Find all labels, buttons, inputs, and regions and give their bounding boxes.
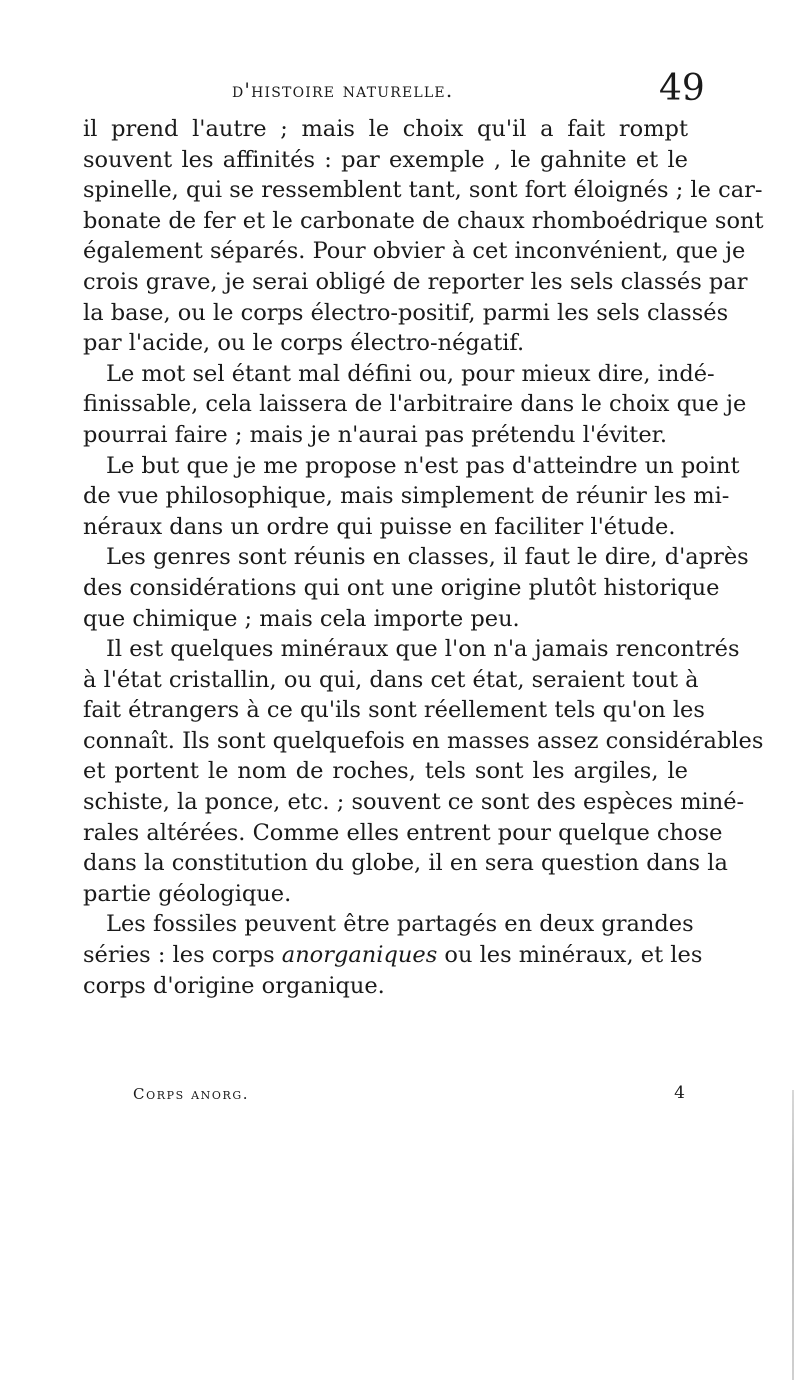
text-line: corps d'origine organique. [83,972,385,999]
text-line: Le mot sel étant mal défini ou, pour mieux dire, indé- [106,360,715,387]
italic-term: anorganiques [281,942,438,969]
text-line: souvent les affinités : par exemple , le gahnite et le [83,146,688,173]
text-line: des considérations qui ont une origine plutôt historique [83,574,720,601]
text-line: Le but que je me propose n'est pas d'atteindre un point [106,452,740,479]
text-fragment: ou les minéraux, et les [437,942,703,969]
page-footer [133,1085,693,1115]
text-line [83,940,703,971]
text-line: que chimique ; mais cela importe peu. [83,605,520,632]
text-line: dans la constitution du globe, il en sera question dans la [83,850,728,877]
text-line: fait étrangers à ce qu'ils sont réellement tels qu'on les [83,697,705,724]
text-fragment: séries : les corps [83,942,282,969]
text-line: par l'acide, ou le corps électro-négatif. [83,330,525,357]
text-line: de vue philosophique, mais simplement de réunir les mi- [83,483,730,510]
printer-signature: Corps anorg. [133,1085,250,1103]
body-text [83,114,764,1001]
text-line: il prend l'autre ; mais le choix qu'il a fait rompt [83,116,688,142]
text-line: crois grave, je serai obligé de reporter les sels classés par [83,268,748,295]
text-line: et portent le nom de roches, tels sont les argiles, le [83,758,688,785]
text-line: connaît. Ils sont quelquefois en masses assez considérables [83,727,764,754]
text-line: schiste, la ponce, etc. ; souvent ce sont des espèces miné- [83,789,745,816]
text-line: rales altérées. Comme elles entrent pour quelque chose [83,819,723,846]
text-line: Il est quelques minéraux que l'on n'a jamais rencontrés [106,636,740,663]
sheet-number: 4 [674,1083,685,1103]
text-line: pourrai faire ; mais je n'aurai pas prétendu l'éviter. [83,421,668,448]
page-header [232,68,705,118]
running-title: d'histoire naturelle. [232,78,454,102]
text-line: également séparés. Pour obvier à cet inconvénient, que je [83,238,746,265]
text-line: bonate de fer et le carbonate de chaux rhomboédrique sont [83,207,764,234]
binding-edge-shadow [792,1090,794,1380]
text-line: spinelle, qui se ressemblent tant, sont fort éloignés ; le car- [83,177,763,204]
text-line: partie géologique. [83,880,292,907]
text-line: finissable, cela laissera de l'arbitraire dans le choix que je [83,391,747,418]
text-line: Les fossiles peuvent être partagés en deux grandes [106,911,694,938]
text-line: la base, ou le corps électro-positif, parmi les sels classés [83,299,729,326]
text-line: néraux dans un ordre qui puisse en faciliter l'étude. [83,513,676,540]
page-number: 49 [659,68,705,109]
text-line: à l'état cristallin, ou qui, dans cet état, seraient tout à [83,666,699,693]
text-line: Les genres sont réunis en classes, il faut le dire, d'après [106,544,749,571]
